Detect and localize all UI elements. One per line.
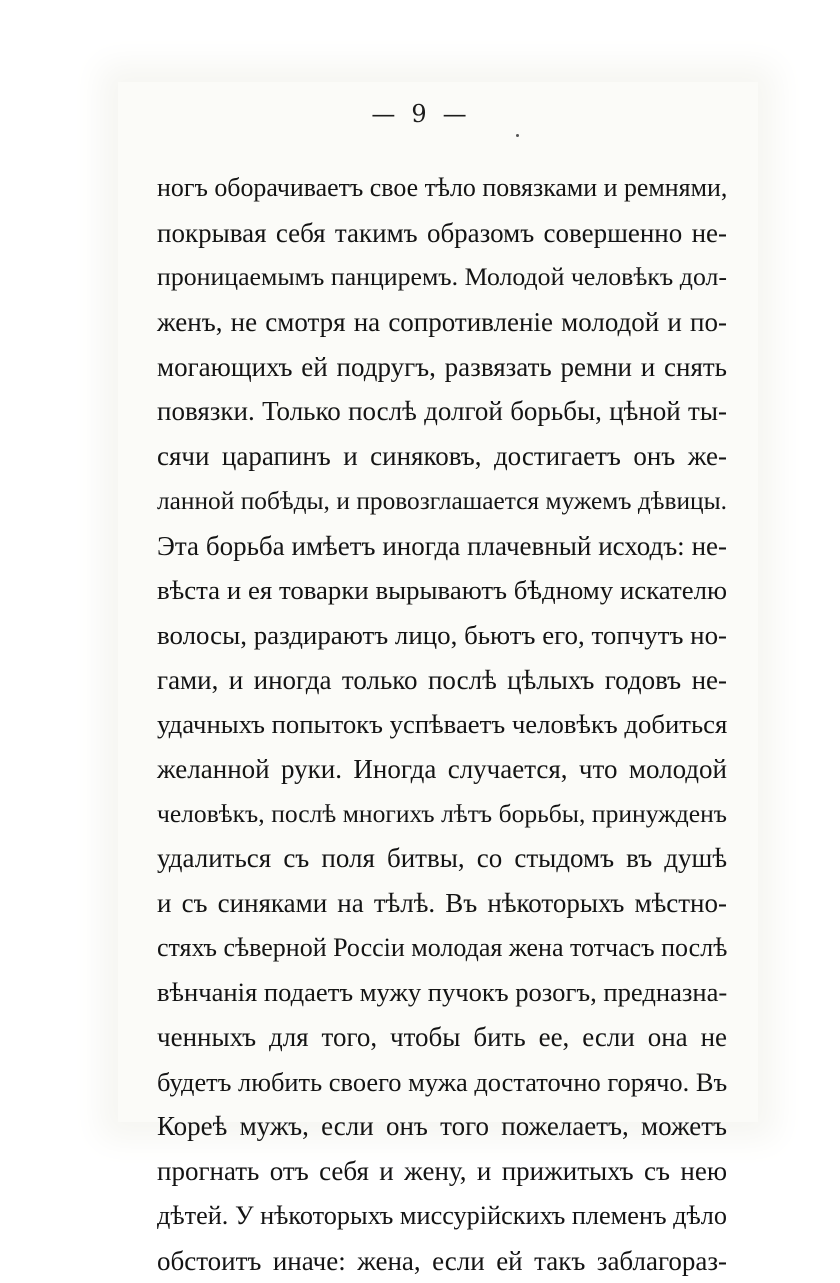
text-line: удалиться съ поля битвы, со стыдомъ въ душѣ bbox=[157, 836, 727, 881]
text-line: волосы, раздираютъ лицо, бьютъ его, топчутъ но- bbox=[157, 613, 727, 658]
text-line: желанной руки. Иногда случается, что молодой bbox=[157, 747, 727, 792]
text-line: Кореѣ мужъ, если онъ того пожелаетъ, можетъ bbox=[157, 1104, 727, 1149]
text-line: сячи царапинъ и синяковъ, достигаетъ онъ же- bbox=[157, 434, 727, 479]
text-line: обстоитъ иначе: жена, если ей такъ заблагораз- bbox=[157, 1239, 727, 1283]
folio-dash-right: — bbox=[443, 100, 469, 128]
text-line: будетъ любить своего мужа достаточно горячо. Въ bbox=[157, 1060, 727, 1105]
ink-speck bbox=[516, 134, 519, 137]
text-line: могающихъ ей подругъ, развязать ремни и снять bbox=[157, 345, 727, 390]
text-line: проницаемымъ панциремъ. Молодой человѣкъ дол- bbox=[157, 255, 727, 300]
text-line: ченныхъ для того, чтобы бить ее, если она не bbox=[157, 1015, 727, 1060]
page-number-header bbox=[0, 100, 840, 128]
page-number: 9 bbox=[411, 100, 428, 128]
text-line: удачныхъ попытокъ успѣваетъ человѣкъ добиться bbox=[157, 702, 727, 747]
text-line: гами, и иногда только послѣ цѣлыхъ годовъ не- bbox=[157, 658, 727, 703]
folio-dash-left: — bbox=[371, 100, 397, 128]
text-line: и съ синяками на тѣлѣ. Въ нѣкоторыхъ мѣстно- bbox=[157, 881, 727, 926]
body-text bbox=[157, 166, 727, 1283]
text-line: человѣкъ, послѣ многихъ лѣтъ борьбы, принужденъ bbox=[157, 792, 727, 837]
text-line: ланной побѣды, и провозглашается мужемъ дѣвицы. bbox=[157, 479, 727, 524]
text-line: повязки. Только послѣ долгой борьбы, цѣной ты- bbox=[157, 389, 727, 434]
text-line: вѣста и ея товарки вырываютъ бѣдному искателю bbox=[157, 568, 727, 613]
text-line: дѣтей. У нѣкоторыхъ миссурійскихъ племенъ дѣло bbox=[157, 1194, 727, 1239]
text-line: вѣнчанія подаетъ мужу пучокъ розогъ, предназна- bbox=[157, 970, 727, 1015]
text-line: Эта борьба имѣетъ иногда плачевный исходъ: не- bbox=[157, 524, 727, 569]
text-line: стяхъ сѣверной Россіи молодая жена тотчасъ послѣ bbox=[157, 926, 727, 971]
text-line: ногъ оборачиваетъ свое тѣло повязками и ремнями, bbox=[157, 166, 727, 211]
text-line: женъ, не смотря на сопротивленіе молодой и по- bbox=[157, 300, 727, 345]
text-line: покрывая себя такимъ образомъ совершенно не- bbox=[157, 211, 727, 256]
text-line: прогнать отъ себя и жену, и прижитыхъ съ нею bbox=[157, 1149, 727, 1194]
